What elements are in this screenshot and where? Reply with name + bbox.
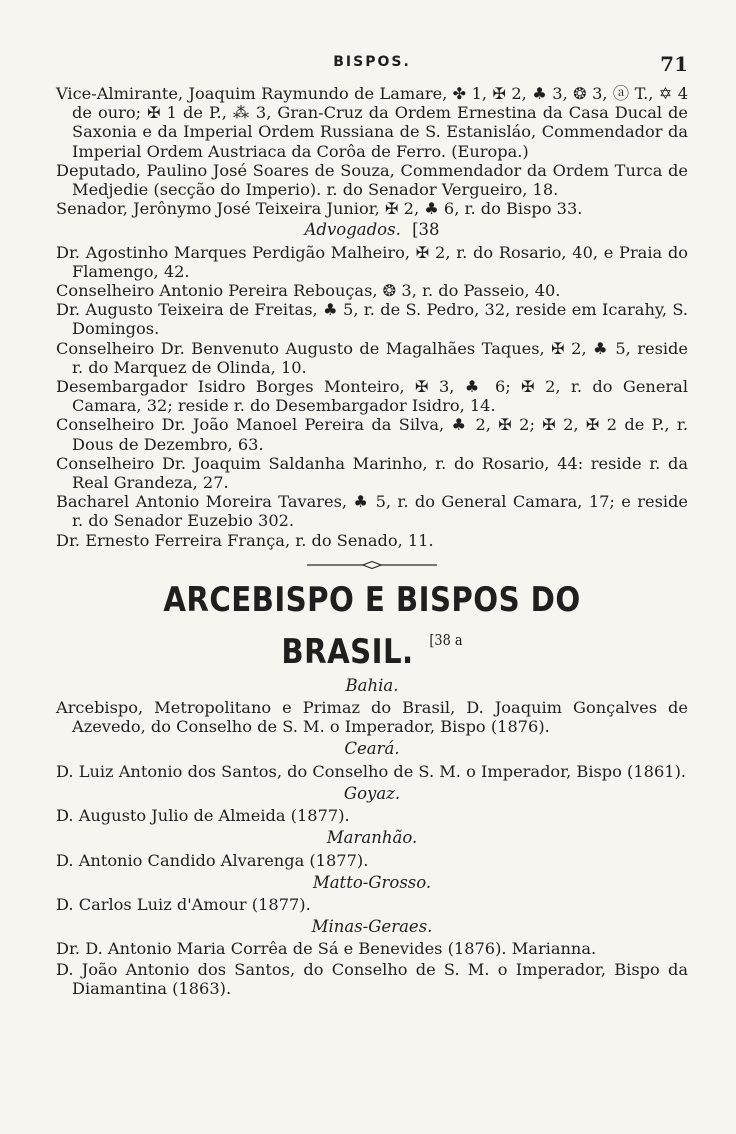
entry-advogado: Conselheiro Dr. João Manoel Pereira da Silva, ♣ 2, ✠ 2; ✠ 2, ✠ 2 de P., r. Dous de Dezembro, 63. [56, 415, 688, 454]
bishop-entry: D. João Antonio dos Santos, do Conselho de S. M. o Imperador, Bispo da Diamantina (1863). [56, 959, 688, 998]
entry-deputado: Deputado, Paulino José Soares de Souza, Commendador da Ordem Turca de Medjedie (secção do Imperio). r. do Senador Vergueiro, 18. [56, 160, 688, 200]
diocese-name: Minas-Geraes. [311, 917, 433, 937]
advogados-mark: [38 [412, 220, 440, 240]
entry-advogado: Desembargador Isidro Borges Monteiro, ✠ 3, ♣ 6; ✠ 2, r. do General Camara, 32; reside r. do Desembargador Isidro, 14. [56, 377, 688, 416]
entry-advogado: Conselheiro Dr. Joaquim Saldanha Marinho, r. do Rosario, 44: reside r. da Real Grandeza, 27. [56, 453, 688, 493]
bishop-entry: D. Antonio Candido Alvarenga (1877). [56, 850, 369, 870]
diocese-name: Matto-Grosso. [312, 872, 432, 892]
diocese-name: Goyaz. [343, 783, 401, 803]
running-title: BISPOS. [333, 54, 411, 70]
dioceses-list [56, 676, 688, 998]
bishop-entry: D. Luiz Antonio dos Santos, do Conselho de S. M. o Imperador, Bispo (1861). [56, 761, 687, 781]
entry-advogado: Dr. Augusto Teixeira de Freitas, ♣ 5, r. de S. Pedro, 32, reside em Icarahy, S. Domingos. [56, 300, 688, 339]
bishop-entry: Arcebispo, Metropolitano e Primaz do Brasil, D. Joaquim Gonçalves de Azevedo, do Conselho de S. M. o Imperador, Bispo (1876). [56, 698, 688, 737]
bishop-entry: D. Carlos Luiz d'Amour (1877). [56, 894, 311, 914]
page-number: 71 [660, 52, 688, 76]
entry-vice-almirante: Vice-Almirante, Joaquim Raymundo de Lamare, ✤ 1, ✠ 2, ♣ 3, ❂ 3, ⓐ T., ✡ 4 de ouro; ✠ 1 de P., ⁂ 3, Gran-Cruz da Ordem Ernestina da Casa Ducal de Saxonia e da Imperial Ordem Russiana de S. Estanisláo, Commendador da Imperial Ordem Austriaca da Corôa de Ferro. (Europa.) [56, 84, 688, 161]
entry-advogado: Conselheiro Antonio Pereira Rebouças, ❂ 3, r. do Passeio, 40. [56, 281, 561, 301]
entry-advogado: Bacharel Antonio Moreira Tavares, ♣ 5, r. do General Camara, 17; e reside r. do Senador Euzebio 302. [56, 492, 688, 531]
advogados-heading [56, 220, 688, 239]
entry-advogado: Dr. Agostinho Marques Perdigão Malheiro, ✠ 2, r. do Rosario, 40, e Praia do Flamengo, 42. [56, 242, 688, 281]
bishop-entry: Dr. D. Antonio Maria Corrêa de Sá e Benevides (1876). Marianna. [56, 939, 597, 959]
entry-senador: Senador, Jerônymo José Teixeira Junior, ✠ 2, ♣ 6, r. do Bispo 33. [56, 199, 583, 219]
section-title [100, 580, 644, 672]
ornament-divider-icon [307, 560, 437, 570]
section-mark: [38 a [429, 630, 463, 649]
entry-advogado: Conselheiro Dr. Benvenuto Augusto de Magalhães Taques, ✠ 2, ♣ 5, reside r. do Marquez de Olinda, 10. [56, 338, 688, 377]
page-header [56, 52, 688, 82]
advogados-title: Advogados. [304, 220, 401, 240]
diocese-name: Bahia. [345, 675, 399, 695]
section-title-text: ARCEBISPO E BISPOS DO BRASIL. [163, 579, 581, 672]
entry-advogado: Dr. Ernesto Ferreira França, r. do Senado, 11. [56, 530, 434, 550]
section-divider [56, 560, 688, 570]
diocese-name: Ceará. [344, 739, 400, 759]
page-content [56, 84, 688, 999]
diocese-name: Maranhão. [326, 828, 418, 848]
bishop-entry: D. Augusto Julio de Almeida (1877). [56, 806, 350, 826]
